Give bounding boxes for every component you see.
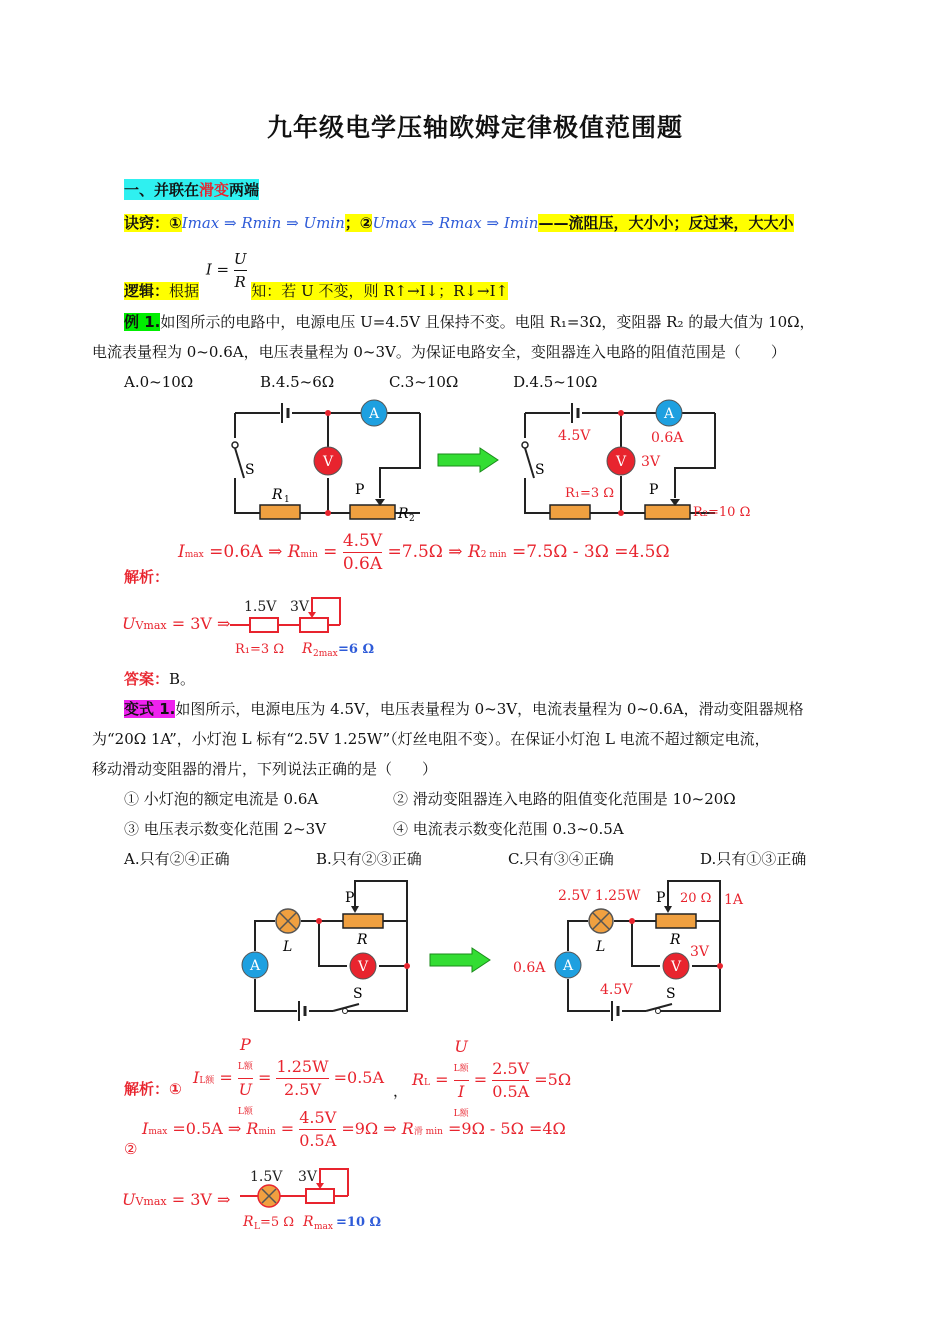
svg-text:2max: 2max [313,649,338,659]
variant1-line1: 变式 1.如图所示，电源电压为 4.5V，电压表量程为 0~3V，电流表量程为 0~0.6A，滑动变阻器规格 [124,700,804,718]
svg-text:V: V [615,454,627,470]
variant1-mini-circuit [240,1163,400,1235]
trick-chain-1: Imax ⇒ Rmin ⇒ Umin [181,214,345,232]
option-c: C.3~10Ω [389,373,459,391]
option-a: A.0~10Ω [124,373,194,391]
svg-text:R₁=3 Ω: R₁=3 Ω [235,642,285,657]
example1-answer: 答案：B。 [124,670,196,688]
variant1-line3: 移动滑动变阻器的滑片，下列说法正确的是（ ） [92,760,438,778]
svg-text:P: P [656,890,666,906]
svg-text:L: L [254,1222,260,1232]
svg-text:20 Ω: 20 Ω [680,891,712,906]
svg-text:=5 Ω: =5 Ω [260,1215,295,1230]
section-heading [124,179,259,200]
svg-text:R: R [303,1214,314,1230]
example1-analysis-label: 解析： [124,568,170,586]
svg-text:A: A [663,406,675,422]
variant1-tag: 变式 1. [124,700,176,718]
example1-line2: 电流表量程为 0~0.6A，电压表量程为 0~3V。为保证电路安全，变阻器连入电路的阻值范围是（ ） [92,343,786,361]
example1-options [124,367,597,397]
variant1-circuit-right [513,881,744,1021]
example1-mini-circuit [230,595,380,660]
svg-text:S: S [245,462,255,478]
svg-text:1A: 1A [724,892,744,908]
example1-analysis-line1: Imax =0.6A ⇒ Rmin = $\frac{4.5V}{0.6A}$ =7.5Ω ⇒ R2 min =7.5Ω - 3Ω =4.5Ω [178,531,670,574]
logic-pre: 根据 [169,282,200,300]
variant1-line3: UVmax = 3V ⇒ [122,1190,231,1209]
variant1-analysis-label: 解析：① [124,1080,182,1098]
svg-text:L: L [283,939,293,955]
variant1-circuits [235,876,755,1026]
svg-text:A: A [249,958,261,974]
svg-text:S: S [535,462,545,478]
svg-text:0.6A: 0.6A [513,960,546,976]
example1-analysis-line2: UVmax = 3V ⇒ [122,614,231,633]
svg-text:=6 Ω: =6 Ω [338,642,375,657]
statement-4: ④ 电流表示数变化范围 0.3~0.5A [393,820,624,838]
trick-label: 诀窍：① [124,214,182,232]
svg-text:3V: 3V [290,599,310,615]
svg-text:4.5V: 4.5V [558,428,591,444]
statement-3: ③ 电压表示数变化范围 2~3V [124,820,327,838]
example1-circuits [220,398,760,533]
option-b: B.4.5~6Ω [260,373,335,391]
svg-text:R₂=10 Ω: R₂=10 Ω [693,505,751,520]
svg-text:A: A [562,958,574,974]
variant1-calc2: RL = U L额 I L额 = $\frac{2.5V}{0.5A}$ =5Ω [412,1037,572,1119]
svg-text:R: R [670,932,681,948]
example1-tag: 例 1. [124,313,161,331]
logic-line [124,248,508,298]
variant1-option-d: D.只有①③正确 [700,850,807,868]
svg-text:A: A [368,406,380,422]
switch-contact [232,442,238,448]
variant1-line2: 为“20Ω 1A”，小灯泡 L 标有“2.5V 1.25W”（灯丝电阻不变）。在保证小灯泡 L 电流不超过额定电流， [92,730,770,748]
variant1-calc1: IL额 = P L额 U L额 = $\frac{1.25W}{2.5V}$ =0.5A [193,1035,385,1117]
svg-text:1.5V: 1.5V [244,599,277,615]
trick-rule: ——流阻压，大小小；反过来，大大小 [538,214,794,232]
resistor-r2 [350,505,395,519]
svg-text:3V: 3V [641,454,661,470]
svg-text:R: R [272,487,283,503]
logic-post: 知：若 U 不变，则 R↑→I↓；R↓→I↑ [251,282,509,300]
svg-text:P: P [345,890,355,906]
statement-2: ② 滑动变阻器连入电路的阻值变化范围是 10~20Ω [393,790,736,808]
trick-line [124,212,794,240]
svg-text:2: 2 [409,514,415,524]
example1-circuit-right [522,400,750,520]
page-title: 九年级电学压轴欧姆定律极值范围题 [266,113,683,142]
section-heading-highlight: 滑变 [199,181,230,199]
svg-text:V: V [670,959,682,975]
variant1-option-c: C.只有③④正确 [508,850,614,868]
svg-text:3V: 3V [690,944,710,960]
svg-text:R: R [243,1214,254,1230]
variant1-circuit-left [242,881,410,1021]
variant1-step2-label: ② [124,1140,138,1158]
svg-text:R: R [398,506,409,522]
svg-text:=10 Ω: =10 Ω [336,1215,382,1230]
svg-text:R₁=3 Ω: R₁=3 Ω [565,486,615,501]
svg-text:V: V [322,454,334,470]
section-heading-prefix: 一、并联在 [124,181,200,199]
option-d: D.4.5~10Ω [513,373,598,391]
svg-text:max: max [314,1222,333,1232]
trick-separator: ；② [344,214,373,232]
variant1-line2: Imax =0.5A ⇒ Rmin = $\frac{4.5V}{0.5A}$ =9Ω ⇒ R滑 min =9Ω - 5Ω =4Ω [142,1108,566,1150]
statement-1: ① 小灯泡的额定电流是 0.6A [124,790,319,808]
svg-text:3V: 3V [298,1169,318,1185]
svg-text:0.6A: 0.6A [651,430,684,446]
logic-label: 逻辑： [124,282,170,300]
variant1-option-b: B.只有②③正确 [316,850,422,868]
trick-chain-2: Umax ⇒ Rmax ⇒ Imin [372,214,539,232]
ohm-formula: I = $\frac{U}{R}$ [205,250,247,291]
example1-line1: 例 1.如图所示的电路中，电源电压 U=4.5V 且保持不变。电阻 R₁=3Ω，变阻器 R₂ 的最大值为 10Ω， [124,313,815,331]
svg-text:1: 1 [284,495,290,505]
svg-text:P: P [649,482,659,498]
svg-text:S: S [353,986,363,1002]
section-heading-suffix: 两端 [229,181,260,199]
svg-text:1.5V: 1.5V [250,1169,283,1185]
variant1-option-a: A.只有②④正确 [124,850,230,868]
svg-text:V: V [357,959,369,975]
transform-arrow [438,448,498,472]
svg-text:P: P [355,482,365,498]
svg-text:S: S [666,986,676,1002]
variant1-comma: ， [393,1082,409,1100]
svg-text:4.5V: 4.5V [600,982,633,998]
resistor-r1 [260,505,300,519]
svg-text:L: L [596,939,606,955]
svg-text:R: R [302,641,313,657]
svg-text:2.5V 1.25W: 2.5V 1.25W [558,888,641,904]
svg-text:R: R [357,932,368,948]
variant1-arrow [430,948,490,972]
